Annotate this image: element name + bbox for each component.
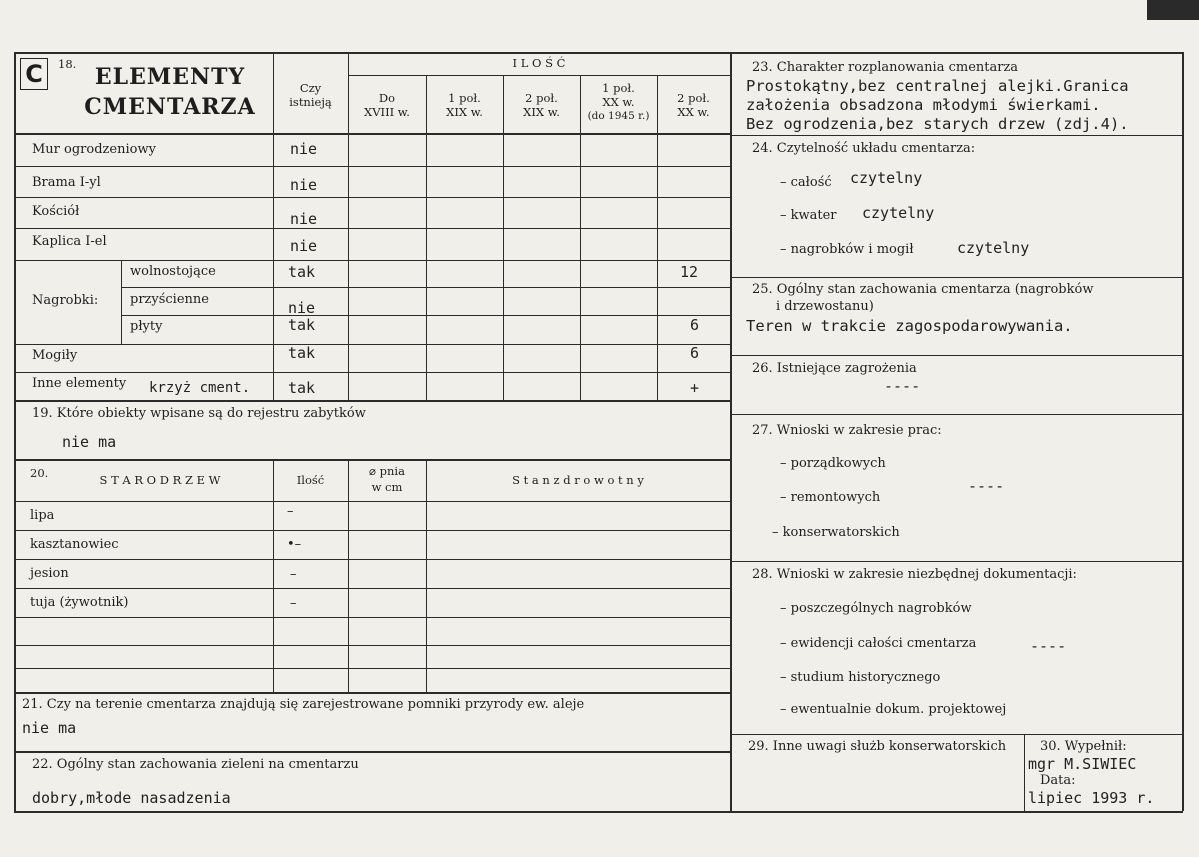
q28-item: – ewentualnie dokum. projektowej [780,702,1007,717]
q23-line-3: Bez ogrodzenia,bez starych drzew (zdj.4). [746,115,1129,133]
q28-answer: ---- [1030,637,1067,655]
trees-col-health: S t a n z d r o w o t n y [512,473,644,487]
trees-number: 20. [30,466,49,480]
form-bottom-border [14,811,1183,813]
grid-line [14,372,730,373]
grid-line [426,459,427,692]
row-label-chapel: Kaplica I-el [32,234,107,249]
elements-number: 18. [58,57,77,71]
graves-slabs-exists: tak [288,316,316,334]
q23-line-1: Prostokątny,bez centralnej alejki.Granica [746,77,1129,95]
q23-label: 23. Charakter rozplanowania cmentarza [752,60,1019,75]
q21-answer: nie ma [22,719,77,737]
period-5-l1: 2 poł. [677,91,710,105]
grid-line [14,501,730,502]
grid-line [580,75,581,400]
column-divider [730,52,732,811]
col-exists-2: istnieją [289,95,332,109]
q28-label: 28. Wnioski w zakresie niezbędnej dokumentacji: [752,567,1077,582]
q27-item: – konserwatorskich [772,525,900,540]
section-letter-box: C [20,58,48,90]
q27-item: – porządkowych [780,456,886,471]
grid-line [657,75,658,400]
q25-answer: Teren w trakcie zagospodarowywania. [746,317,1073,335]
q24-item-value: czytelny [850,169,923,187]
scan-corner-shadow [1147,0,1199,20]
q19-answer: nie ma [62,433,117,451]
mounds-exists: tak [288,344,316,362]
q28-item: – poszczególnych nagrobków [780,601,972,616]
trees-title: S T A R O D R Z E W [99,473,221,487]
period-4-l2: XX w. [602,95,635,109]
q22-answer: dobry,młode nasadzenia [32,789,231,807]
trees-col-diam-2: w cm [371,480,403,494]
period-4-l1: 1 poł. [602,81,635,95]
tree-row-name: jesion [30,566,69,581]
grid-line [730,561,1182,562]
period-3-l1: 2 poł. [525,91,558,105]
trees-col-amount: Ilość [296,473,325,487]
grid-line [14,530,730,531]
grid-line [14,559,730,560]
tree-row-amount: •– [287,537,302,552]
grid-line [14,260,730,261]
row-label-gate: Brama I-yl [32,175,101,190]
grid-line [730,734,1182,735]
period-3-l2: XIX w. [523,105,560,119]
q28-item: – studium historycznego [780,670,941,685]
grid-line [14,459,730,461]
q28-item: – ewidencji całości cmentarza [780,636,977,651]
tree-row-name: kasztanowiec [30,537,119,552]
graves-freestanding-xx2: 12 [680,263,699,281]
grid-line [730,135,1182,136]
grid-line [730,355,1182,356]
q29-label: 29. Inne uwagi służb konserwatorskich [748,739,1007,754]
grid-line [14,645,730,646]
grid-line [273,459,274,692]
q23-line-2: założenia obsadzona młodymi świerkami. [746,96,1101,114]
q24-item-label: – całość [780,175,832,190]
form-top-border [14,52,1183,54]
other-elements-exists: tak [288,379,316,397]
q25-label-2: i drzewostanu) [776,299,874,314]
grid-line [503,75,504,400]
trees-col-diam-1: ⌀ pnia [369,464,405,478]
other-elements-value: krzyż cment. [149,380,251,396]
graves-freestanding-label: wolnostojące [130,264,216,279]
row-exists-church: nie [290,210,318,228]
grid-line [730,277,1182,278]
row-label-wall: Mur ogrodzeniowy [32,142,156,157]
period-5-l2: XX w. [677,105,710,119]
q27-answer: ---- [968,477,1005,495]
period-2-l1: 1 poł. [448,91,481,105]
elements-title-1: ELEMENTY [94,64,246,90]
grid-line [1024,734,1025,811]
other-elements-xx2: + [690,379,700,397]
graves-slabs-xx2: 6 [690,316,700,334]
tree-row-amount: – [287,504,294,519]
mounds-label: Mogiły [32,348,78,363]
grid-line [14,166,730,167]
graves-wall-label: przyścienne [130,292,209,307]
grid-line [730,414,1182,415]
period-1-l2: XVIII w. [364,105,410,119]
q26-answer: ---- [884,377,921,395]
q27-label: 27. Wnioski w zakresie prac: [752,423,942,438]
form-right-border [1182,52,1184,811]
graves-label: Nagrobki: [32,293,99,308]
q26-label: 26. Istniejące zagrożenia [752,361,917,376]
grid-line [121,287,730,288]
q30-date-label: Data: [1040,773,1076,788]
row-exists-wall: nie [290,140,318,158]
graves-freestanding-exists: tak [288,263,316,281]
grid-line [348,75,730,76]
mounds-xx2: 6 [690,344,700,362]
q30-label: 30. Wypełnił: [1040,739,1127,754]
tree-row-amount: – [290,596,297,611]
q24-item-label: – kwater [780,208,837,223]
grid-line [14,617,730,618]
col-exists-1: Czy [299,81,322,95]
tree-row-name: lipa [30,508,55,523]
grid-line [14,692,730,694]
grid-line [14,228,730,229]
row-exists-chapel: nie [290,237,318,255]
q25-label-1: 25. Ogólny stan zachowania cmentarza (nagrobków [752,282,1094,297]
tree-row-name: tuja (żywotnik) [30,595,129,610]
grid-line [426,75,427,400]
q19-label: 19. Które obiekty wpisane są do rejestru zabytków [32,406,366,421]
q24-label: 24. Czytelność układu cmentarza: [752,141,976,156]
q24-item-label: – nagrobków i mogił [780,242,914,257]
q30-date: lipiec 1993 r. [1028,789,1155,807]
row-exists-gate: nie [290,176,318,194]
grid-line [14,751,730,753]
col-amount-header: I L O Ś Ć [512,56,566,70]
grid-line [14,344,730,345]
period-1-l1: Do [378,91,396,105]
grid-line [14,400,730,402]
grid-line [14,588,730,589]
q24-item-value: czytelny [862,204,935,222]
grid-line [14,668,730,669]
grid-line [14,133,730,135]
q24-item-value: czytelny [957,239,1030,257]
grid-line [121,260,122,344]
period-4-l3: (do 1945 r.) [587,110,650,122]
elements-title-2: CMENTARZA [84,94,256,120]
other-elements-label: Inne elementy [32,376,127,391]
graves-slabs-label: płyty [130,319,163,334]
q27-item: – remontowych [780,490,881,505]
q21-label: 21. Czy na terenie cmentarza znajdują się zarejestrowane pomniki przyrody ew. aleje [22,697,585,712]
tree-row-amount: – [290,567,297,582]
row-label-church: Kościół [32,204,80,219]
grid-line [121,315,730,316]
graves-wall-exists: nie [288,299,316,317]
grid-line [14,197,730,198]
q30-name: mgr M.SIWIEC [1028,755,1137,773]
q22-label: 22. Ogólny stan zachowania zieleni na cmentarzu [32,757,359,772]
period-2-l2: XIX w. [446,105,483,119]
